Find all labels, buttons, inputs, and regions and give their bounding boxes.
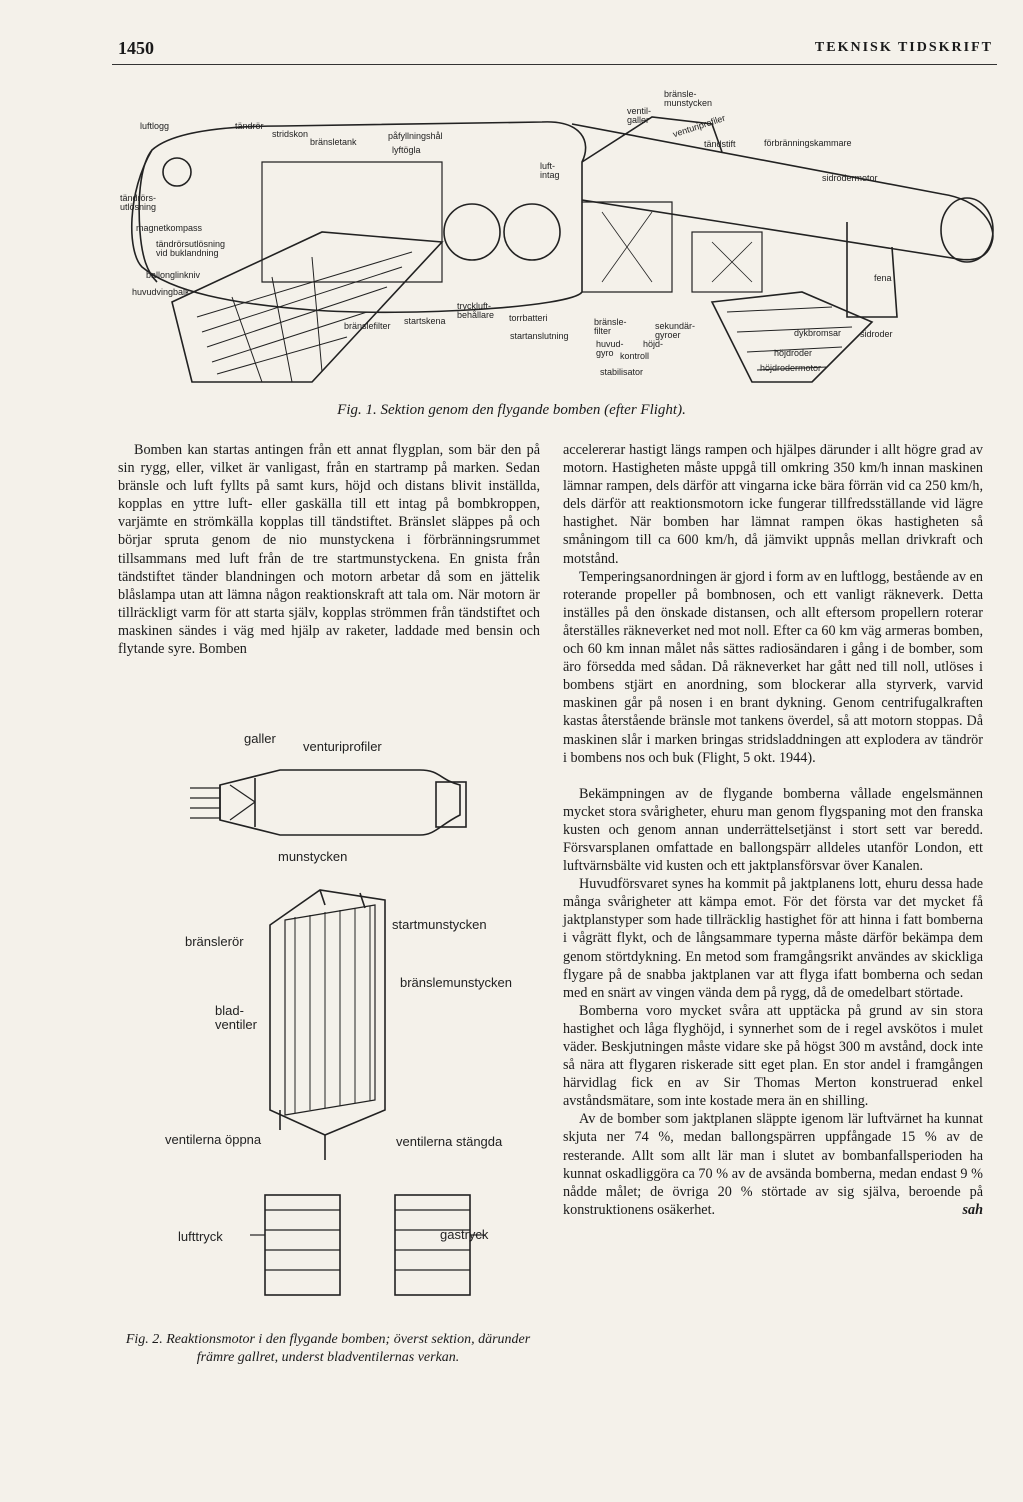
label-hojdrodermotor: höjdrodermotor — [760, 363, 822, 373]
label-sekundargyroer: sekundär- gyroer — [655, 321, 696, 341]
label-venturiprofiler: venturiprofiler — [671, 112, 727, 140]
label-branslemunstycken: bränsle- munstycken — [664, 89, 713, 109]
label-stridskon: stridskon — [272, 129, 309, 139]
label-bladventiler: blad- ventiler — [215, 1003, 257, 1033]
label-ballonglinkniv: ballonglinkniv — [146, 270, 201, 280]
label-lyftogla: lyftögla — [392, 145, 421, 155]
right-paragraph: Huvudförsvaret synes ha kommit på jaktplanens lott, ehuru dessa hade många svårigheter att kämpa emot. För det första var det mycket få jaktplanstyper som hade tillräcklig hastighet för att hinna i fatt bomberna i vågrätt flykt, och de långsammare typerna måste därför bekämpa dem genom störtdykning. En metod som framgångsrikt användes av skickliga flygare på de snabba jaktplanen var att flyga ifatt bomberna och sedan med en snärt av vingen vända dem på rygg, då de omedelbart störtade. — [563, 876, 983, 1001]
label-dykbromsar: dykbromsar — [794, 328, 842, 338]
fuel-tank — [262, 162, 442, 282]
nose-compass — [163, 158, 191, 186]
air-bottle-2 — [504, 204, 560, 260]
label-huvudvingbalk: huvudvingbalk — [132, 287, 190, 297]
right-paragraph: Bekämpningen av de flygande bomberna vållade engelsmännen mycket stora svårigheter, ehuru man genom flygspaning mot den franska kusten och genom annan underrättelsetjänst i stort sett var beredd. Försvarsplanen omfattade en ballongspärr alldeles utanför London, ett luftvärnsbälte vid kusten och ett jaktplansförsvar över Kanalen. — [563, 785, 983, 875]
label-hojdroder: höjdroder — [774, 348, 813, 358]
label-hojd: höjd- — [643, 339, 664, 349]
label-forbranningskammare: förbränningskammare — [764, 138, 852, 148]
label-ventilerna-oppna: ventilerna öppna — [165, 1132, 262, 1147]
label-sidrodermotor: sidrodermotor — [822, 173, 878, 183]
label-magnetkompass: magnetkompass — [136, 223, 203, 233]
figure-1 — [112, 82, 1012, 392]
label-tryckluftsbehallare: tryckluft- behållare — [457, 301, 495, 321]
guidance-unit — [692, 232, 762, 292]
label-stabilisator: stabilisator — [600, 367, 644, 377]
label-luftlogg: luftlogg — [140, 121, 170, 131]
right-paragraph-text: Av de bomber som jaktplanen släppte igenom lär luftvärnet ha kunnat skjuta ner 74 %, medan ballongspärren uppfångade 15 % av de resterande. Allt som allt lär man i slutet av bombanfallsperioden ha kunnat oskadliggöra ca 70 % av de avsända bomberna, medan endast 9 % nådde målet; de övriga 20 % störtade av sig själva, beroende på konstruktionens osäkerhet. — [563, 1111, 983, 1218]
label-luftintag: luft- intag — [540, 161, 560, 181]
engine-section — [220, 770, 460, 835]
fuselage-outline — [132, 122, 586, 312]
air-bottle-1 — [444, 204, 500, 260]
article-right-column — [563, 441, 983, 1219]
author-signature: sah — [962, 1201, 983, 1218]
label-pafyllningshal: påfyllningshål — [388, 131, 443, 141]
label-startmunstycken: startmunstycken — [392, 917, 487, 932]
label-torrbatteri: torrbatteri — [509, 313, 548, 323]
label-tandrorsutlosning-buk: tändrörsutlösning vid buklandning — [156, 239, 226, 259]
article-left-column — [118, 441, 540, 658]
label-galler: galler — [244, 731, 276, 746]
label-munstycken: munstycken — [278, 849, 348, 864]
label-ventilerna-stangda: ventilerna stängda — [396, 1134, 503, 1149]
label-lufttryck: lufttryck — [178, 1229, 223, 1244]
label-venturiprofiler-2: venturiprofiler — [303, 739, 382, 754]
figure-2-caption: Fig. 2. Reaktionsmotor i den flygande bomben; överst sektion, därunder främre gallret, underst bladventilernas verkan. — [125, 1332, 531, 1365]
tail-fin — [847, 222, 897, 317]
grid-assembly — [270, 890, 385, 1135]
label-tandstift: tändstift — [704, 139, 736, 149]
label-branslefilter-2: bränsle- filter — [594, 317, 627, 337]
label-gastryck: gastryck — [440, 1227, 489, 1242]
label-kontroll: kontroll — [620, 351, 650, 361]
label-branslemunstycken-2: bränslemunstycken — [400, 975, 512, 990]
running-head: TEKNISK TIDSKRIFT — [814, 40, 993, 55]
header-rule — [112, 64, 997, 65]
label-fena: fena — [874, 273, 892, 283]
label-bransletank: bränsletank — [310, 137, 357, 147]
label-tandror: tändrör — [235, 121, 264, 131]
left-paragraph: Bomben kan startas antingen från ett annat flygplan, som bär den på sin rygg, eller, vilket är vanligast, från en startramp på marken. Sedan bränsle och luft fyllts på samt kurs, höjd och distans blivit inställda, kopplas en yttre luft- eller gaskälla till ett intag på bombkroppen, varjämte en strömkälla kopplas till tändstiftet. Bränslet släppes på och börjar spruta genom de nio munstyckena i förbränningsrummet tillsammans med luft från de tre startmunstyckena. En gnista från tändstiftet tänder blandningen och motorn arbetar då som en jättelik blåslampa utan att lämna någon reaktionskraft att tala om. När motorn är tillräckligt varm för att starta själv, kopplas strömmen från tändstiftet och maskinen sändes i väg med hjälp av raketer, laddade med bensin och flytande syre. Bomben — [118, 442, 540, 658]
right-paragraph: Temperingsanordningen är gjord i form av en luftlogg, bestående av en roterande propeller på bombnosen, och ett vanligt räkneverk. Detta inställes på den önskade distansen, och allt eftersom propellern roterar återställes räkneverket ned mot noll. Efter ca 60 km väg armeras bomben, och 60 km innan målet nås sättes radiosändaren i gång i de bomber, som äro försedda med sådan. Då räkneverket har gått ned till noll, utlöses i bombens stjärt en anordning, som blockerar alla styrverk, varvid maskinen går på nosen i en brant dykning. Genom centrifugalkraften kastas återstående bränsle mot tankens överdel, så att motorn stoppas. Då maskinen slår i marken bringas stridsladdningen att explodera av tändrör i bombens nos och buk (Flight, 5 okt. 1944). — [563, 568, 983, 766]
label-ventilgaller: ventil- galler — [627, 106, 652, 126]
right-paragraph: Bomberna voro mycket svåra att upptäcka på grund av sin stora hastighet och låga flyghöjd, i synnerhet som de i regel avskötos i mulet väder. Beskjutningen måste vidare ske på högst 300 m avstånd, dock inte så nära att flygaren riskerade sitt eget plan. En stor andel i framgången härvidlag fick en av Sir Thomas Merton konstruerad enkel avståndsmätare, som inte kostade mera än en shilling. — [563, 1002, 983, 1110]
right-paragraph: accelererar hastigt längs rampen och hjälpes därunder i allt högre grad av motorn. Hastigheten måste uppgå till omkring 350 km/h innan maskinen lämnar rampen, dels därför att vingarna icke bära förrän vid ca 250 km/h, dels därför att reaktionsmotorn icke fungerar tillfredsställande vid lägre hastighet. När bomben har lämnat rampen ökas hastigheten så småningom till ca 600 km/h, då jämvikt uppnås mellan drivkraft och motstånd. — [563, 442, 983, 567]
page-number: 1450 — [118, 38, 154, 58]
label-branslefilter: bränslefilter — [344, 321, 391, 331]
label-startskena: startskena — [404, 316, 446, 326]
right-paragraph-last — [563, 1110, 983, 1219]
label-bransleror: bränslerör — [185, 934, 244, 949]
figure-1-caption: Fig. 1. Sektion genom den flygande bomben (efter Flight). — [337, 402, 686, 418]
jet-exhaust-opening — [941, 198, 993, 262]
figure-2 — [160, 730, 540, 1325]
label-sidroder: sidroder — [860, 329, 893, 339]
label-startanslutning: startanslutning — [510, 331, 569, 341]
label-tandrorsutlosning: tändrörs- utlösning — [120, 193, 157, 213]
label-huvudgyro: huvud- gyro — [596, 339, 624, 359]
